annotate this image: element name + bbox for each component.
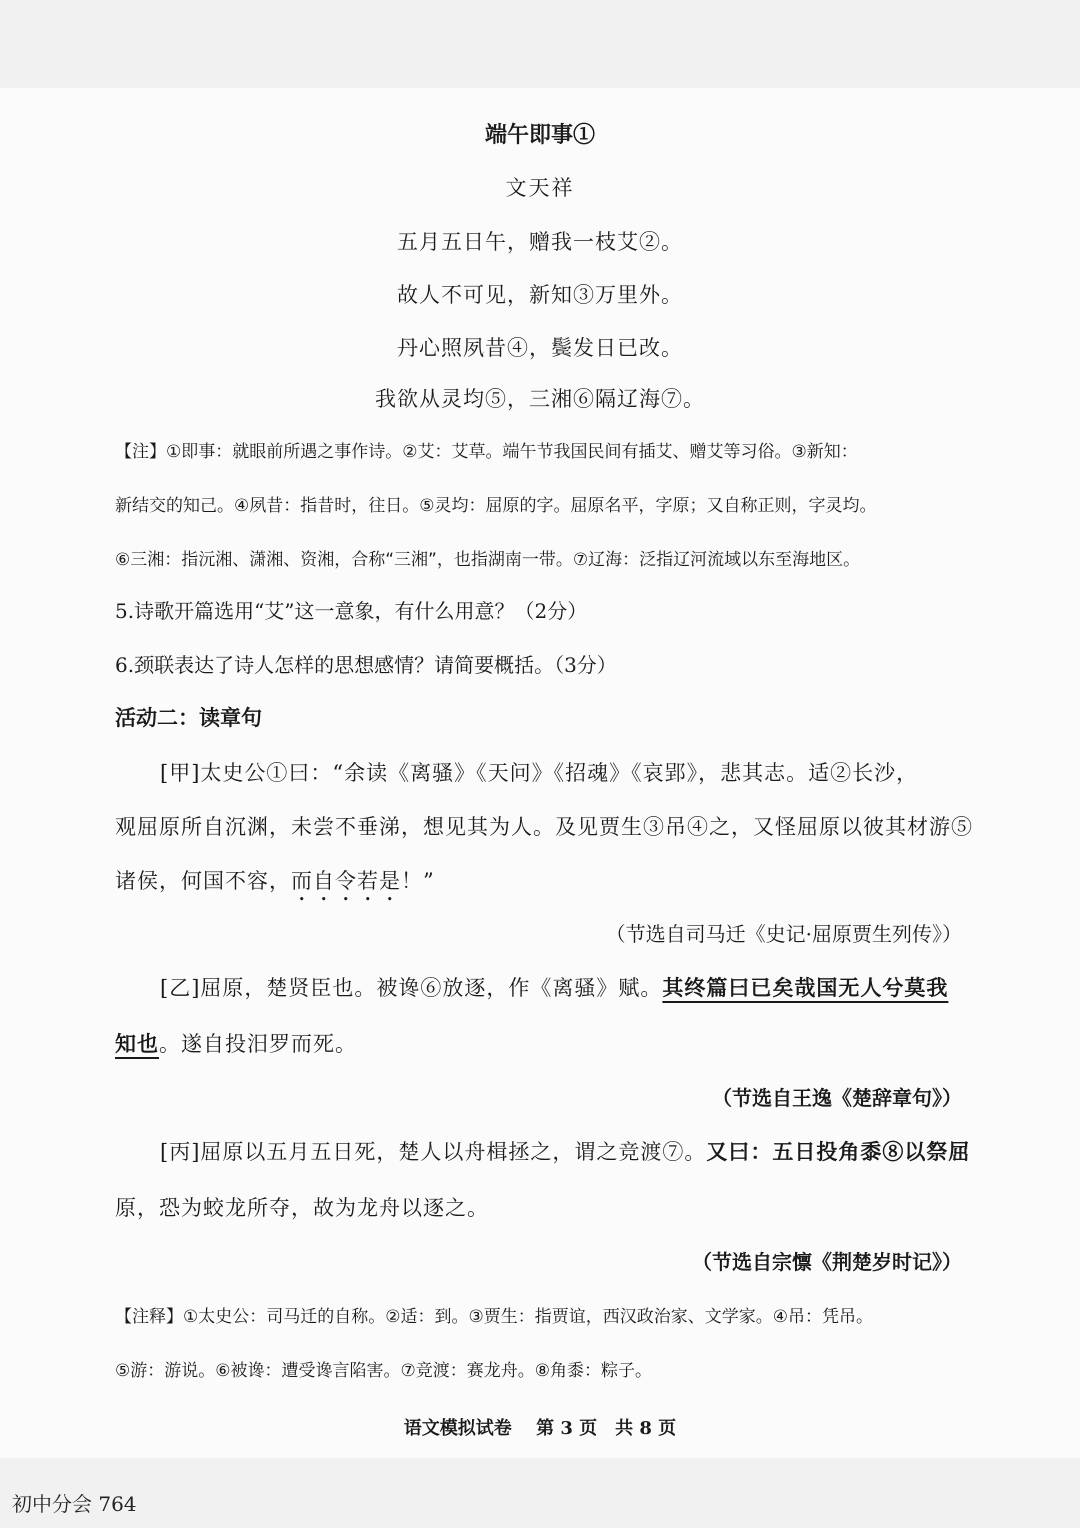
bing-line-2: 原，恐为蛟龙所夺，故为龙舟以逐之。	[115, 1196, 489, 1220]
jia-source: （节选自司马迁《史记·屈原贾生列传》）	[605, 922, 962, 946]
page-footer: 语文模拟试卷 第 3 页 共 8 页	[403, 1418, 677, 1439]
poem-note-line-3: ⑥三湘：指沅湘、潇湘、资湘，合称“三湘”，也指湖南一带。⑦辽海：泛指辽河流域以东至海地区。	[115, 550, 861, 570]
activity-heading: 活动二：读章句	[115, 705, 262, 730]
yi-line-2-end: 。遂自投汨罗而死。	[159, 1032, 357, 1056]
poem-note-line-2: 新结交的知己。④夙昔：指昔时，往日。⑤灵均：屈原的字。屈原名平，字原；又自称正则，字灵均。	[115, 496, 877, 516]
poem-line-3: 丹心照夙昔④，鬓发日已改。	[397, 336, 683, 360]
annotation-line-1: 【注释】①太史公：司马迁的自称。②适：到。③贾生：指贾谊，西汉政治家、文学家。④吊：凭吊。	[115, 1307, 873, 1327]
question-6: 6.颈联表达了诗人怎样的思想感情？请简要概括。（3分）	[115, 653, 617, 677]
poem-line-2: 故人不可见，新知③万里外。	[397, 283, 683, 307]
jia-line-3-start: 诸侯，何国不容，	[115, 869, 291, 893]
bing-line-1-start: [丙]屈原以五月五日死，楚人以舟楫拯之，谓之竞渡⑦。	[160, 1140, 707, 1164]
jia-line-3-end: ！”	[401, 869, 435, 893]
poem-line-4: 我欲从灵均⑤，三湘⑥隔辽海⑦。	[375, 387, 705, 411]
jia-line-1: [甲]太史公①曰：“余读《离骚》《天问》《招魂》《哀郢》，悲其志。适②长沙，	[160, 761, 919, 785]
underlined-sentence-part-2: 知也	[115, 1031, 159, 1056]
annotation-line-2: ⑤游：游说。⑥被谗：遭受谗言陷害。⑦竞渡：赛龙舟。⑧角黍：粽子。	[115, 1361, 652, 1381]
bing-source: （节选自宗懔《荆楚岁时记》）	[692, 1250, 962, 1274]
bing-line-1-end: 又曰：五日投角黍⑧以祭屈	[706, 1139, 971, 1164]
yi-line-2	[115, 1028, 357, 1058]
poem-author: 文天祥	[505, 176, 575, 200]
yi-line-1-start: [乙]屈原，楚贤臣也。被谗⑥放逐，作《离骚》赋。	[160, 976, 663, 1000]
underlined-sentence-part-1: 其终篇曰已矣哉国无人兮莫我	[662, 975, 949, 1000]
bing-line-1	[160, 1136, 970, 1166]
question-5: 5.诗歌开篇选用“艾”这一意象，有什么用意？（2分）	[115, 599, 588, 623]
jia-line-2: 观屈原所自沉渊，未尝不垂涕，想见其为人。及见贾生③吊④之，又怪屈原以彼其材游⑤	[115, 815, 973, 839]
watermark-text: 初中分会 764	[12, 1492, 137, 1516]
poem-line-1: 五月五日午，赠我一枝艾②。	[397, 230, 683, 254]
yi-source: （节选自王逸《楚辞章句》）	[712, 1086, 962, 1110]
dotted-phrase: 而自令若是	[291, 869, 401, 893]
poem-title: 端午即事①	[484, 122, 595, 148]
yi-line-1	[160, 972, 948, 1002]
poem-note-line-1: 【注】①即事：就眼前所遇之事作诗。②艾：艾草。端午节我国民间有插艾、赠艾等习俗。③新知：	[115, 442, 858, 462]
jia-line-3	[115, 865, 435, 906]
